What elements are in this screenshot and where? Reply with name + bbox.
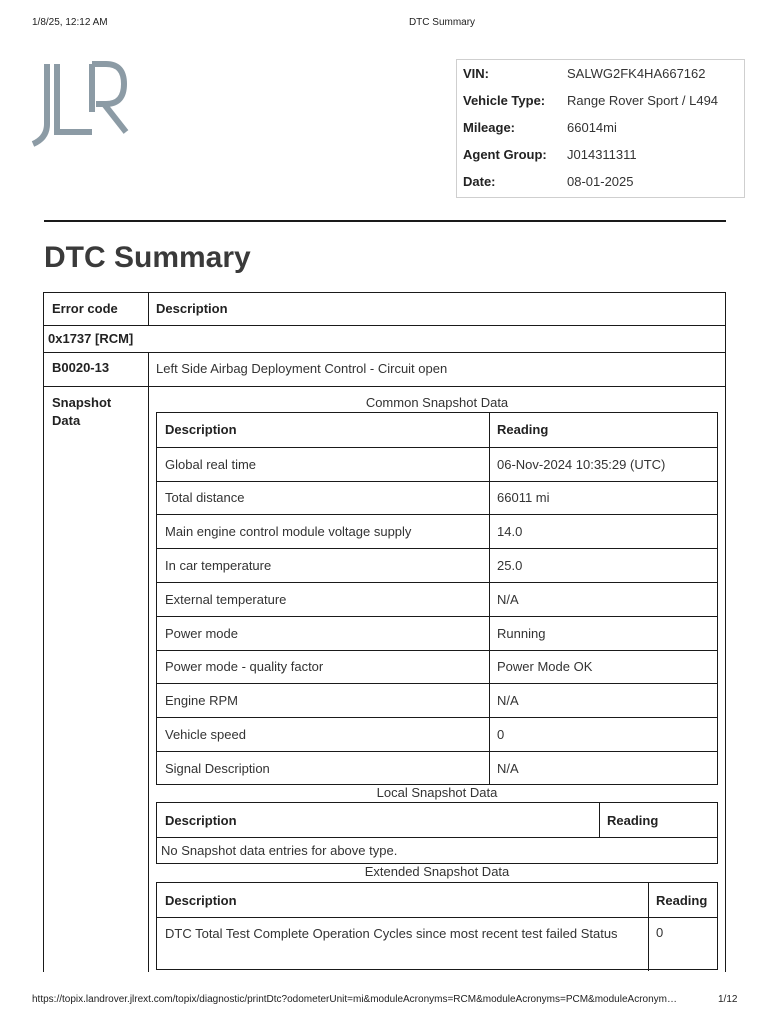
snapshot-data-label: Snapshot Data bbox=[52, 395, 112, 428]
local-snapshot-empty-message: No Snapshot data entries for above type. bbox=[161, 843, 398, 858]
common-snapshot-header-row bbox=[157, 413, 717, 447]
snapshot-reading-cell: N/A bbox=[497, 693, 519, 709]
dtc-description: Left Side Airbag Deployment Control - Circuit open bbox=[156, 361, 448, 376]
snapshot-description-cell: Vehicle speed bbox=[165, 727, 246, 743]
vehicle-info-box bbox=[456, 59, 745, 198]
vehicle-info-value: Range Rover Sport / L494 bbox=[567, 93, 719, 108]
snapshot-description-cell: Power mode - quality factor bbox=[165, 659, 324, 675]
local-snapshot-empty-row bbox=[157, 837, 717, 863]
vehicle-info-value: 08-01-2025 bbox=[567, 174, 634, 189]
vehicle-info-row bbox=[463, 66, 743, 86]
vehicle-info-row bbox=[463, 174, 743, 194]
common-snapshot-table bbox=[156, 412, 718, 785]
table-row bbox=[157, 683, 717, 717]
table-row bbox=[157, 650, 717, 684]
snapshot-description-cell: Engine RPM bbox=[165, 693, 238, 709]
module-label: 0x1737 [RCM] bbox=[48, 331, 134, 346]
error-code-header: Error code bbox=[52, 301, 118, 316]
extended-reading-header: Reading bbox=[656, 892, 708, 908]
vehicle-info-value: J014311311 bbox=[567, 147, 637, 162]
extended-description-header: Description bbox=[165, 892, 237, 908]
row-divider bbox=[44, 352, 726, 353]
extended-description-cell: DTC Total Test Complete Operation Cycles since most recent test failed Status bbox=[165, 926, 618, 941]
snapshot-description-cell: Global real time bbox=[165, 456, 257, 472]
vehicle-info-label: Agent Group: bbox=[463, 147, 547, 162]
vehicle-info-row bbox=[463, 147, 743, 167]
description-header: Description bbox=[156, 301, 228, 316]
local-snapshot-caption: Local Snapshot Data bbox=[376, 785, 498, 800]
snapshot-reading-cell: Running bbox=[497, 625, 546, 641]
snapshot-description-cell: In car temperature bbox=[165, 558, 272, 574]
snapshot-description-cell: Main engine control module voltage supply bbox=[165, 524, 412, 540]
snapshot-description-cell: Signal Description bbox=[165, 760, 270, 776]
dtc-table bbox=[43, 292, 726, 972]
vehicle-info-label: Mileage: bbox=[463, 120, 516, 135]
row-divider bbox=[44, 386, 726, 387]
snapshot-reading-cell: 25.0 bbox=[497, 558, 523, 574]
vehicle-info-label: Date: bbox=[463, 174, 496, 189]
table-row bbox=[157, 582, 717, 616]
snapshot-reading-cell: N/A bbox=[497, 760, 519, 776]
vehicle-info-label: Vehicle Type: bbox=[463, 93, 546, 108]
snapshot-reading-cell: N/A bbox=[497, 591, 519, 607]
table-row bbox=[157, 751, 717, 785]
page-title: DTC Summary bbox=[44, 241, 251, 274]
title-divider bbox=[44, 220, 726, 222]
extended-snapshot-header-row bbox=[157, 883, 717, 917]
snapshot-description-cell: External temperature bbox=[165, 591, 287, 607]
local-snapshot-table bbox=[156, 802, 718, 864]
table-row bbox=[157, 447, 717, 481]
table-row bbox=[157, 548, 717, 582]
vehicle-info-value: SALWG2FK4HA667162 bbox=[567, 66, 706, 81]
print-header bbox=[0, 17, 768, 31]
table-row bbox=[157, 514, 717, 548]
local-reading-header: Reading bbox=[607, 812, 659, 828]
common-reading-header: Reading bbox=[497, 422, 549, 438]
vehicle-info-row bbox=[463, 120, 743, 140]
snapshot-description-cell: Total distance bbox=[165, 490, 245, 506]
vehicle-info-row bbox=[463, 93, 743, 113]
extended-reading-cell: 0 bbox=[656, 925, 664, 940]
table-row bbox=[157, 616, 717, 650]
vehicle-info-value: 66014mi bbox=[567, 120, 617, 135]
snapshot-description-cell: Power mode bbox=[165, 625, 238, 641]
snapshot-reading-cell: Power Mode OK bbox=[497, 659, 593, 675]
dtc-table-column-divider bbox=[148, 353, 149, 972]
local-description-header: Description bbox=[165, 812, 237, 828]
dtc-table-column-divider bbox=[148, 293, 149, 326]
extended-snapshot-table bbox=[156, 882, 718, 970]
table-row bbox=[157, 481, 717, 515]
print-title: DTC Summary bbox=[408, 17, 476, 28]
extended-snapshot-caption: Extended Snapshot Data bbox=[364, 864, 510, 879]
page-number: 1/12 bbox=[718, 994, 738, 1005]
jlr-logo bbox=[26, 60, 130, 148]
watermark-text bbox=[20, 950, 22, 956]
common-snapshot-caption: Common Snapshot Data bbox=[365, 395, 509, 410]
dtc-code: B0020-13 bbox=[52, 360, 110, 375]
table-row bbox=[157, 717, 717, 751]
snapshot-reading-cell: 0 bbox=[497, 727, 505, 743]
extended-snapshot-row bbox=[157, 917, 717, 969]
common-description-header: Description bbox=[165, 422, 237, 438]
print-datetime: 1/8/25, 12:12 AM bbox=[32, 17, 108, 28]
local-snapshot-header-row bbox=[157, 803, 717, 837]
snapshot-reading-cell: 06-Nov-2024 10:35:29 (UTC) bbox=[497, 456, 666, 472]
snapshot-reading-cell: 14.0 bbox=[497, 524, 523, 540]
row-divider bbox=[44, 325, 726, 326]
vehicle-info-label: VIN: bbox=[463, 66, 489, 81]
snapshot-reading-cell: 66011 mi bbox=[497, 490, 550, 506]
print-url: https://topix.landrover.jlrext.com/topix/diagnostic/printDtc?odometerUnit=mi&moduleAcronyms=RCM&moduleAcronyms=PCM&moduleAcronym… bbox=[32, 994, 677, 1005]
